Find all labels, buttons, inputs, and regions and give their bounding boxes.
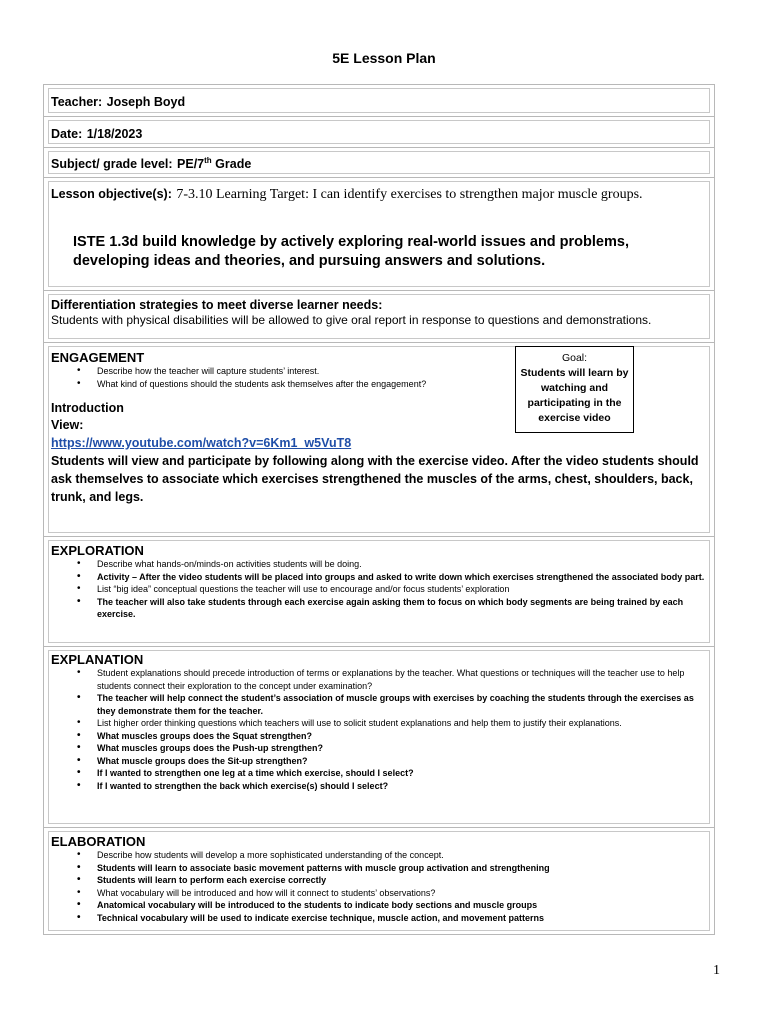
exploration-row xyxy=(44,537,714,647)
teacher-value: Joseph Boyd xyxy=(106,95,186,109)
explanation-row xyxy=(44,647,714,828)
explanation-bullet: • What muscles groups does the Push-up strengthen? xyxy=(97,742,707,755)
explanation-bullet: • The teacher will help connect the student’s association of muscle groups with exercises by coaching the students through the exercises as they demonstrate them for the teacher. xyxy=(97,692,707,717)
exploration-bullet: • Activity – After the video students will be placed into groups and asked to write down which exercises strengthened the associated body part. xyxy=(97,571,707,584)
explanation-bullet: • List higher order thinking questions which teachers will use to solicit student explanations and help them to justify their explanations. xyxy=(97,717,707,730)
teacher-label: Teacher: xyxy=(51,95,103,109)
elaboration-title: ELABORATION xyxy=(51,834,146,849)
subject-row xyxy=(44,148,714,178)
elaboration-bullet: • Students will learn to perform each exercise correctly xyxy=(97,874,707,887)
goal-text: Students will learn by watching and participating in the exercise video xyxy=(520,367,629,424)
goal-box xyxy=(515,346,634,433)
explanation-title: EXPLANATION xyxy=(51,652,144,667)
goal-label: Goal: xyxy=(561,352,588,364)
elaboration-row xyxy=(44,828,714,934)
elaboration-bullet: • Describe how students will develop a more sophisticated understanding of the concept. xyxy=(97,849,707,862)
subject-value: PE/7th Grade xyxy=(177,155,252,171)
objective-label: Lesson objective(s): xyxy=(51,187,172,201)
video-link[interactable]: https://www.youtube.com/watch?v=6Km1_w5VuT8 xyxy=(51,436,352,450)
document-title: 5E Lesson Plan xyxy=(332,50,436,66)
engagement-body: Students will view and participate by following along with the exercise video. After the video students should ask themselves to associate which exercises strengthened the muscles of the arms, chest, shoulders, back, trunk, and legs. xyxy=(51,454,699,504)
objective-value: 7-3.10 Learning Target: I can identify exercises to strengthen major muscle groups. xyxy=(176,187,643,202)
explanation-bullets xyxy=(51,667,707,792)
exploration-bullet: • List “big idea” conceptual questions the teacher will use to encourage and/or focus students’ exploration xyxy=(97,583,707,596)
objective-row xyxy=(44,178,714,291)
elaboration-bullet: • Anatomical vocabulary will be introduced to the students to indicate body sections and muscle groups xyxy=(97,899,707,912)
differentiation-label: Differentiation strategies to meet diverse learner needs: xyxy=(51,298,383,312)
explanation-bullet: • What muscle groups does the Sit-up strengthen? xyxy=(97,755,707,768)
differentiation-row xyxy=(44,291,714,343)
engagement-bullet: • Describe how the teacher will capture students’ interest. xyxy=(97,365,707,378)
introduction-label: Introduction xyxy=(51,401,124,415)
view-label: View: xyxy=(51,418,84,432)
page-number: 1 xyxy=(713,963,720,978)
exploration-title: EXPLORATION xyxy=(51,543,144,558)
exploration-bullet: • The teacher will also take students through each exercise again asking them to focus on which body segments are being trained by each exercise. xyxy=(97,596,707,621)
explanation-bullet: • Student explanations should precede introduction of terms or explanations by the teacher. What questions or techniques will the teacher use to help students connect their exploration to the concept under examination? xyxy=(97,667,707,692)
elaboration-bullet: • What vocabulary will be introduced and how will it connect to students’ observations? xyxy=(97,887,707,900)
elaboration-bullet: • Students will learn to associate basic movement patterns with muscle group activation and strengthening xyxy=(97,862,707,875)
exploration-bullets xyxy=(51,558,707,621)
engagement-bullet: • What kind of questions should the students ask themselves after the engagement? xyxy=(97,378,707,391)
differentiation-text: Students with physical disabilities will be allowed to give oral report in response to questions and demonstrations. xyxy=(51,313,652,327)
engagement-row xyxy=(44,343,714,537)
explanation-bullet: • If I wanted to strengthen one leg at a time which exercise, should I select? xyxy=(97,767,707,780)
elaboration-bullets xyxy=(51,849,707,924)
date-label: Date: xyxy=(51,127,83,141)
subject-label: Subject/ grade level: xyxy=(51,157,173,171)
explanation-bullet: • If I wanted to strengthen the back which exercise(s) should I select? xyxy=(97,780,707,793)
lesson-plan-table xyxy=(43,84,715,935)
exploration-bullet: • Describe what hands-on/minds-on activities students will be doing. xyxy=(97,558,707,571)
elaboration-bullet: • Technical vocabulary will be used to indicate exercise technique, muscle action, and movement patterns xyxy=(97,912,707,925)
iste-standard: ISTE 1.3d build knowledge by actively exploring real-world issues and problems, developing ideas and theories, and pursuing answers and solutions. xyxy=(73,234,629,269)
date-row xyxy=(44,117,714,148)
engagement-title: ENGAGEMENT xyxy=(51,350,145,365)
explanation-bullet: • What muscles groups does the Squat strengthen? xyxy=(97,730,707,743)
teacher-row xyxy=(44,85,714,117)
date-value: 1/18/2023 xyxy=(86,127,143,141)
